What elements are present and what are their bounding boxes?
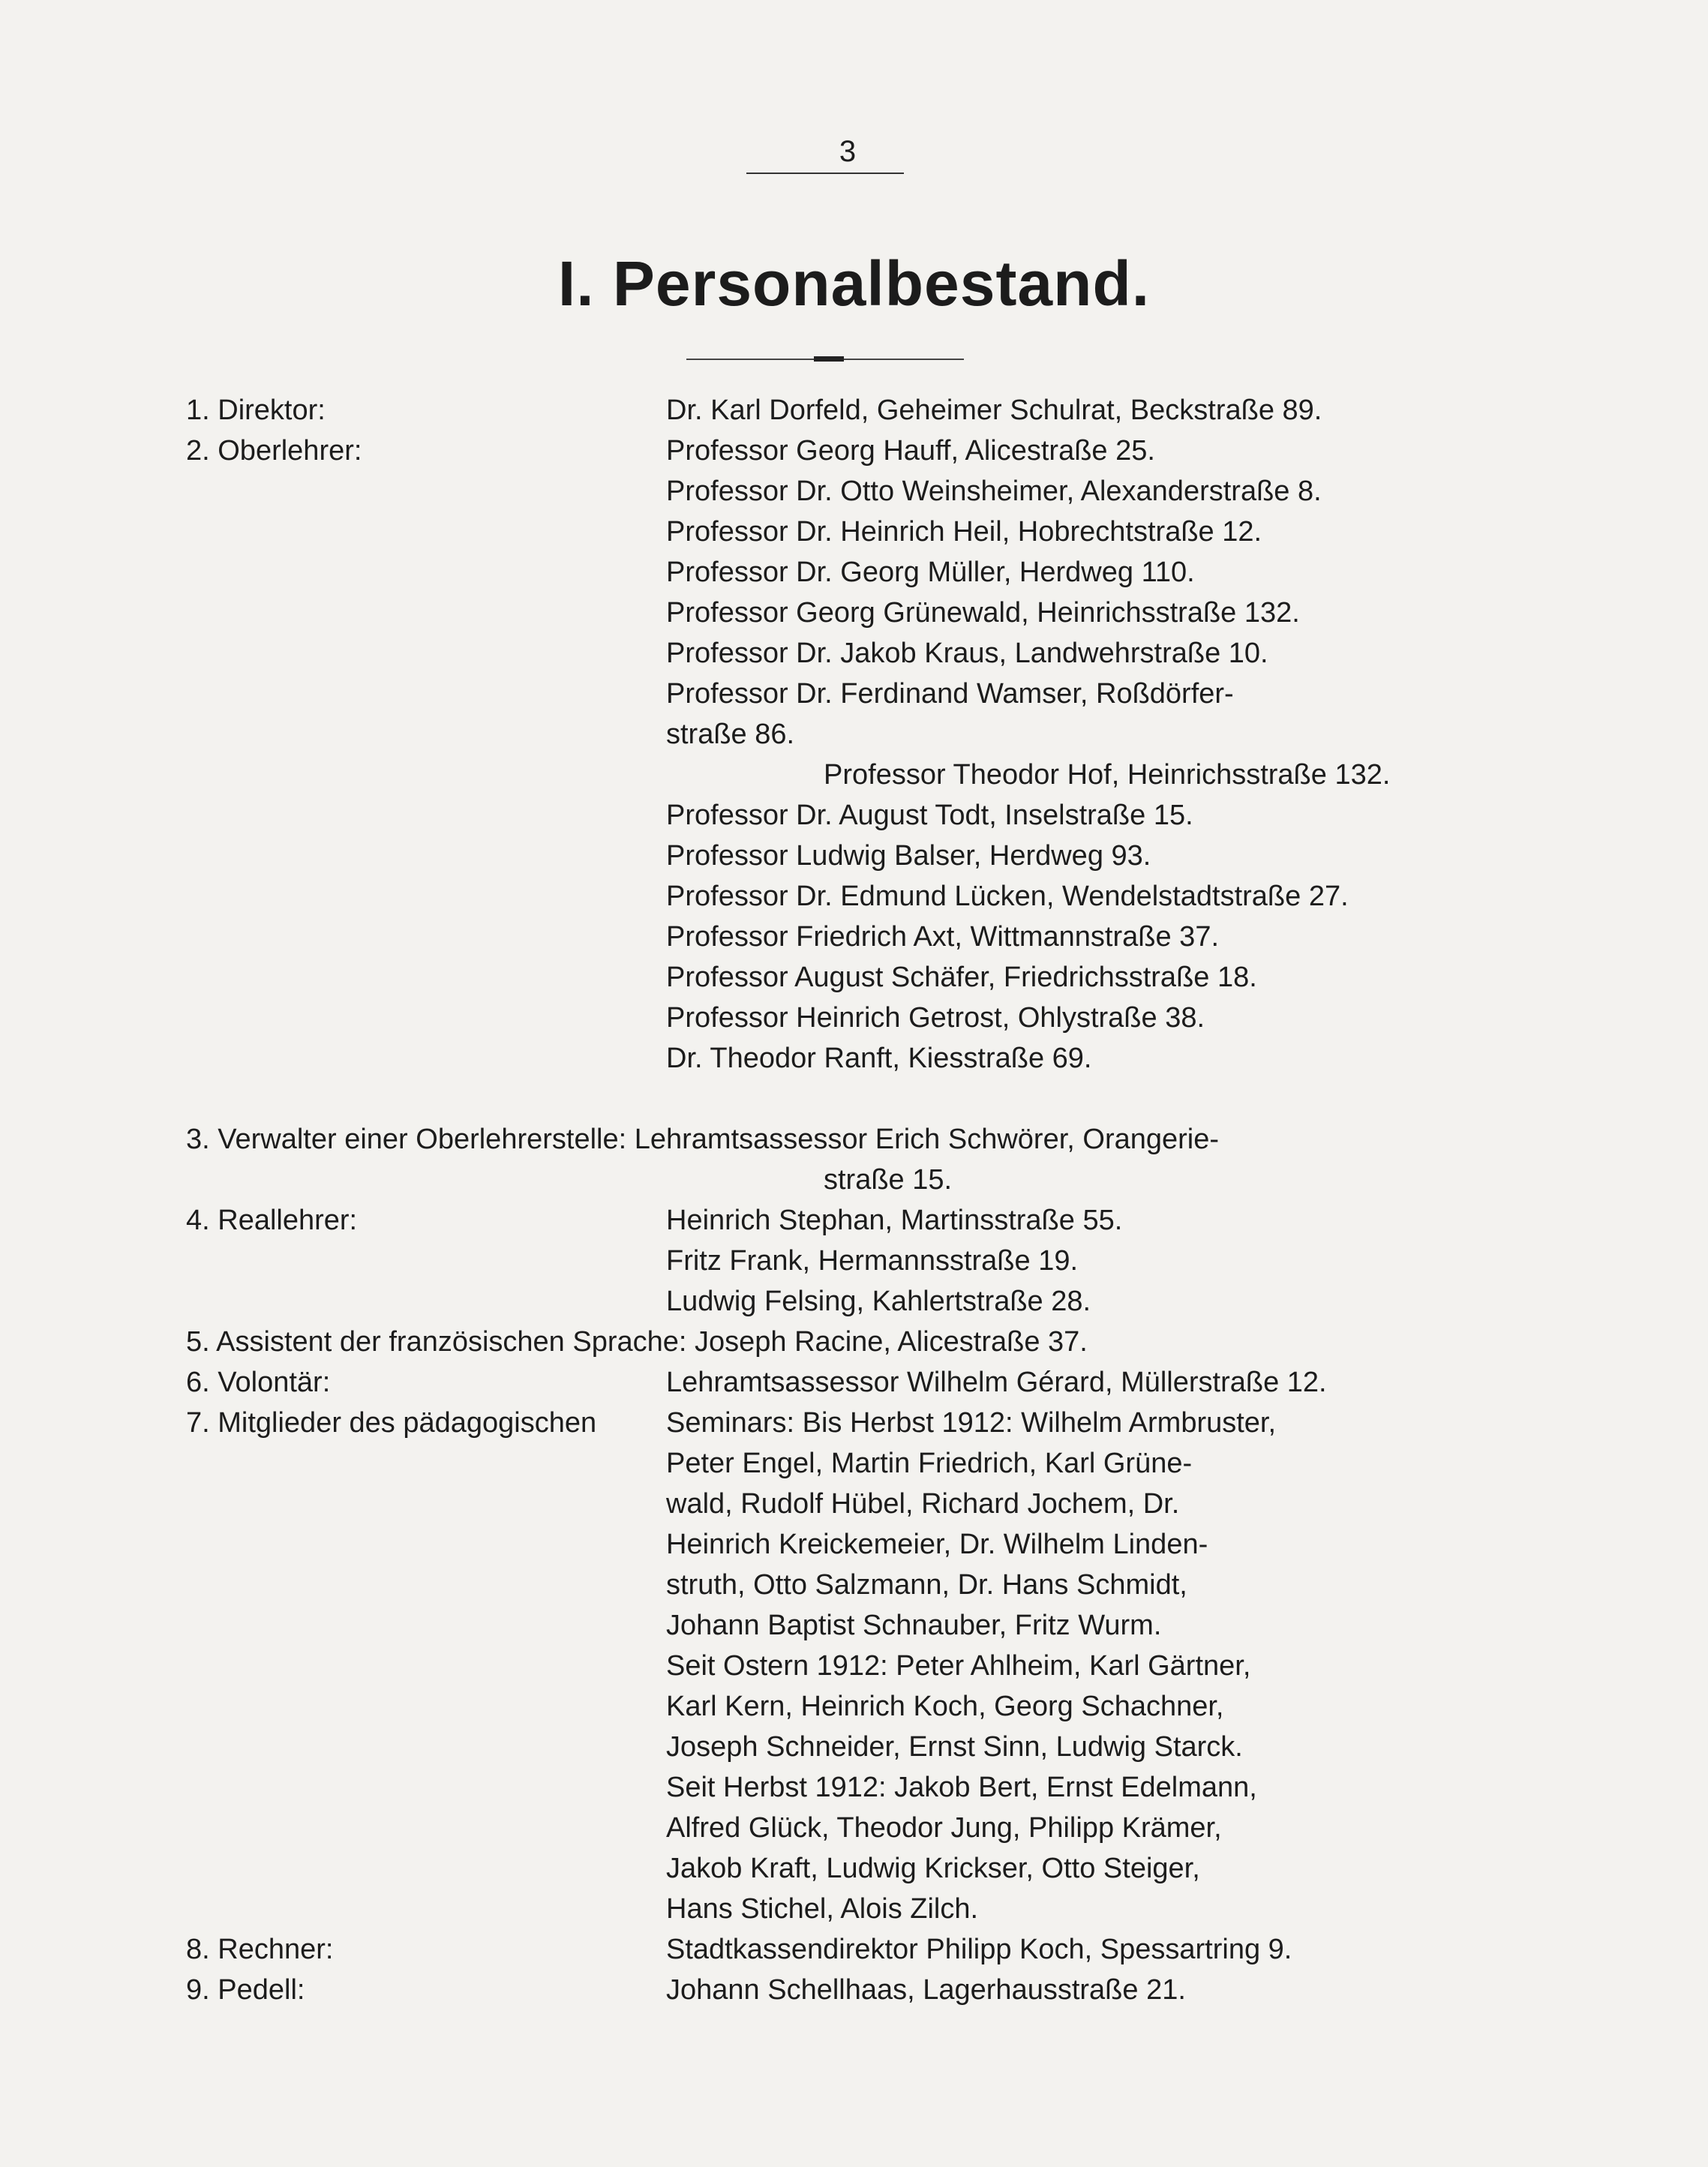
direktor-entry: Dr. Karl Dorfeld, Geheimer Schulrat, Beckstraße 89. bbox=[666, 395, 1322, 426]
reallehrer-entry: Ludwig Felsing, Kahlertstraße 28. bbox=[666, 1286, 1091, 1317]
seminar-entry: Heinrich Kreickemeier, Dr. Wilhelm Linden- bbox=[666, 1529, 1208, 1560]
seminar-entry: Jakob Kraft, Ludwig Krickser, Otto Steiger, bbox=[666, 1853, 1200, 1884]
oberlehrer-row bbox=[186, 876, 1476, 917]
seminar-entry: struth, Otto Salzmann, Dr. Hans Schmidt, bbox=[666, 1569, 1187, 1601]
oberlehrer-row bbox=[186, 957, 1476, 998]
reallehrer-entry: Heinrich Stephan, Martinsstraße 55. bbox=[666, 1205, 1123, 1236]
seminar-entry: Peter Engel, Martin Friedrich, Karl Grüne- bbox=[666, 1448, 1193, 1479]
section-title: I. Personalbestand. bbox=[557, 248, 1151, 319]
seminar-entry: Johann Baptist Schnauber, Fritz Wurm. bbox=[666, 1610, 1162, 1641]
oberlehrer-row bbox=[186, 795, 1476, 836]
oberlehrer-entry-continuation: Professor Theodor Hof, Heinrichsstraße 132. bbox=[824, 759, 1391, 791]
seminar-row bbox=[186, 1889, 1476, 1929]
seminar-entry: Seit Herbst 1912: Jakob Bert, Ernst Edelmann, bbox=[666, 1772, 1257, 1803]
seminar-row bbox=[186, 1565, 1476, 1605]
personnel-list bbox=[186, 390, 1476, 2010]
oberlehrer-entry: Professor August Schäfer, Friedrichsstraße 18. bbox=[666, 962, 1257, 993]
oberlehrer-row bbox=[186, 633, 1476, 674]
oberlehrer-label: 2. Oberlehrer: bbox=[186, 435, 362, 467]
seminar-row bbox=[186, 1443, 1476, 1484]
oberlehrer-entry: Dr. Theodor Ranft, Kiesstraße 69. bbox=[666, 1043, 1092, 1074]
direktor-label: 1. Direktor: bbox=[186, 395, 326, 426]
volontaer-row bbox=[186, 1362, 1476, 1403]
page-number-rule bbox=[746, 173, 904, 174]
verwalter-row bbox=[186, 1119, 1476, 1160]
oberlehrer-row bbox=[186, 836, 1476, 876]
seminar-row bbox=[186, 1403, 1476, 1443]
reallehrer-row bbox=[186, 1281, 1476, 1322]
reallehrer-row bbox=[186, 1200, 1476, 1241]
oberlehrer-entry: Professor Ludwig Balser, Herdweg 93. bbox=[666, 840, 1151, 872]
oberlehrer-row bbox=[186, 593, 1476, 633]
seminar-row bbox=[186, 1646, 1476, 1686]
oberlehrer-row bbox=[186, 755, 1476, 795]
volontaer-entry: Lehramtsassessor Wilhelm Gérard, Müllerstraße 12. bbox=[666, 1367, 1327, 1398]
oberlehrer-row bbox=[186, 998, 1476, 1038]
seminar-entry: Karl Kern, Heinrich Koch, Georg Schachner, bbox=[666, 1691, 1224, 1722]
oberlehrer-entry: Professor Dr. Jakob Kraus, Landwehrstraße 10. bbox=[666, 638, 1268, 669]
seminar-entry: wald, Rudolf Hübel, Richard Jochem, Dr. bbox=[666, 1488, 1180, 1520]
seminar-entry: Hans Stichel, Alois Zilch. bbox=[666, 1893, 979, 1925]
oberlehrer-row bbox=[186, 674, 1476, 714]
rechner-entry: Stadtkassendirektor Philipp Koch, Spessartring 9. bbox=[666, 1934, 1292, 1965]
oberlehrer-row bbox=[186, 1038, 1476, 1079]
rechner-row bbox=[186, 1929, 1476, 1970]
reallehrer-label: 4. Reallehrer: bbox=[186, 1205, 358, 1236]
oberlehrer-row bbox=[186, 1079, 1476, 1119]
seminar-label: 7. Mitglieder des pädagogischen bbox=[186, 1407, 597, 1439]
verwalter-row bbox=[186, 1160, 1476, 1200]
oberlehrer-entry: Professor Dr. August Todt, Inselstraße 15. bbox=[666, 800, 1193, 831]
oberlehrer-entry: Professor Dr. Otto Weinsheimer, Alexanderstraße 8. bbox=[666, 476, 1322, 507]
rechner-label: 8. Rechner: bbox=[186, 1934, 334, 1965]
reallehrer-entry: Fritz Frank, Hermannsstraße 19. bbox=[666, 1245, 1079, 1277]
seminar-row bbox=[186, 1686, 1476, 1727]
oberlehrer-entry: straße 86. bbox=[666, 719, 795, 750]
oberlehrer-entry: Professor Georg Hauff, Alicestraße 25. bbox=[666, 435, 1155, 467]
verwalter-continuation: straße 15. bbox=[824, 1164, 953, 1196]
oberlehrer-entry: Professor Friedrich Axt, Wittmannstraße 37. bbox=[666, 921, 1220, 953]
oberlehrer-entry: Professor Dr. Heinrich Heil, Hobrechtstraße 12. bbox=[666, 516, 1262, 548]
seminar-row bbox=[186, 1484, 1476, 1524]
oberlehrer-row bbox=[186, 471, 1476, 512]
pedell-row bbox=[186, 1970, 1476, 2010]
oberlehrer-row bbox=[186, 917, 1476, 957]
seminar-row bbox=[186, 1848, 1476, 1889]
seminar-row bbox=[186, 1808, 1476, 1848]
oberlehrer-row bbox=[186, 714, 1476, 755]
title-rule-ornament bbox=[814, 356, 844, 362]
seminar-row bbox=[186, 1605, 1476, 1646]
seminar-entry: Seminars: Bis Herbst 1912: Wilhelm Armbruster, bbox=[666, 1407, 1277, 1439]
pedell-label: 9. Pedell: bbox=[186, 1974, 305, 2006]
oberlehrer-row bbox=[186, 431, 1476, 471]
volontaer-label: 6. Volontär: bbox=[186, 1367, 331, 1398]
oberlehrer-entry: Professor Heinrich Getrost, Ohlystraße 38. bbox=[666, 1002, 1205, 1034]
seminar-row bbox=[186, 1727, 1476, 1767]
oberlehrer-entry: Professor Georg Grünewald, Heinrichsstraße 132. bbox=[666, 597, 1300, 629]
oberlehrer-entry: Professor Dr. Edmund Lücken, Wendelstadtstraße 27. bbox=[666, 881, 1349, 912]
assistent-row bbox=[186, 1322, 1476, 1362]
verwalter-line: 3. Verwalter einer Oberlehrerstelle: Lehramtsassessor Erich Schwörer, Orangerie- bbox=[186, 1124, 1220, 1155]
seminar-row bbox=[186, 1767, 1476, 1808]
oberlehrer-row bbox=[186, 512, 1476, 552]
oberlehrer-entry: Professor Dr. Ferdinand Wamser, Roßdörfer- bbox=[666, 678, 1234, 710]
assistent-line: 5. Assistent der französischen Sprache: Joseph Racine, Alicestraße 37. bbox=[186, 1326, 1088, 1358]
pedell-entry: Johann Schellhaas, Lagerhausstraße 21. bbox=[666, 1974, 1186, 2006]
oberlehrer-row bbox=[186, 552, 1476, 593]
reallehrer-row bbox=[186, 1241, 1476, 1281]
page-number: 3 bbox=[839, 135, 857, 168]
oberlehrer-entry bbox=[666, 1079, 1476, 1119]
oberlehrer-entry: Professor Dr. Georg Müller, Herdweg 110. bbox=[666, 557, 1195, 588]
seminar-entry: Alfred Glück, Theodor Jung, Philipp Krämer, bbox=[666, 1812, 1222, 1844]
seminar-entry: Seit Ostern 1912: Peter Ahlheim, Karl Gärtner, bbox=[666, 1650, 1251, 1682]
seminar-row bbox=[186, 1524, 1476, 1565]
direktor-row bbox=[186, 390, 1476, 431]
seminar-entry: Joseph Schneider, Ernst Sinn, Ludwig Starck. bbox=[666, 1731, 1243, 1763]
